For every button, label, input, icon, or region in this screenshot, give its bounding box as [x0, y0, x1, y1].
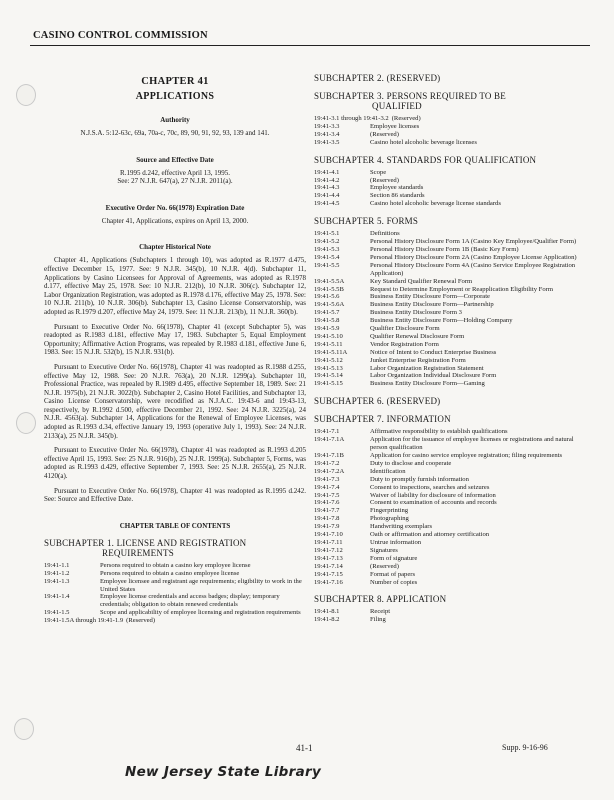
- toc-section-title: (Reserved): [370, 176, 399, 184]
- toc-entry[interactable]: [314, 452, 586, 460]
- toc-section-title: Receipt: [370, 608, 391, 616]
- toc-list: [314, 169, 586, 209]
- toc-section-number: 19:41-4.3: [314, 184, 340, 192]
- toc-section-title: Format of papers: [370, 570, 416, 578]
- toc-entry[interactable]: [314, 200, 586, 208]
- toc-entry[interactable]: [314, 301, 586, 309]
- toc-list: [314, 115, 586, 147]
- toc-section-title: (Reserved): [370, 130, 399, 138]
- toc-entry[interactable]: [314, 254, 586, 262]
- toc-section-number: 19:41-7.10: [314, 531, 343, 539]
- toc-section-number: 19:41-5.6A: [314, 301, 345, 309]
- toc-section-number: 19:41-7.9: [314, 523, 340, 531]
- toc-section-title: Application for casino service employee registration; filing requirements: [370, 452, 563, 459]
- library-stamp-text: New Jersey State Library: [125, 764, 322, 780]
- toc-entry[interactable]: [314, 436, 586, 452]
- toc-entry[interactable]: [314, 571, 586, 579]
- toc-entry[interactable]: [314, 380, 586, 388]
- toc-section-number: 19:41-1.1: [44, 561, 70, 569]
- toc-entry[interactable]: [314, 563, 586, 571]
- subchapter-heading: [314, 216, 586, 226]
- toc-entry[interactable]: [314, 325, 586, 333]
- toc-section-title: Untrue information: [370, 538, 422, 546]
- toc-entry[interactable]: [314, 293, 586, 301]
- toc-entry[interactable]: [314, 460, 586, 468]
- toc-section-title: Personal History Disclosure Form 1B (Basic Key Form): [370, 245, 519, 253]
- toc-section-title: (Reserved): [370, 562, 399, 570]
- toc-section-title: Persons required to obtain a casino employee license: [100, 569, 240, 577]
- toc-entry[interactable]: [44, 617, 306, 625]
- toc-entry[interactable]: [314, 278, 586, 286]
- source-heading: Source and Effective Date: [136, 155, 214, 164]
- toc-section-number: 19:41-7.5: [314, 491, 340, 499]
- toc-section-title: (Reserved): [126, 617, 156, 625]
- toc-section-number: 19:41-4.1: [314, 168, 340, 176]
- toc-section-number: 19:41-5.2: [314, 238, 340, 246]
- toc-section-number: 19:41-5.5B: [314, 285, 344, 293]
- toc-section-title: Personal History Disclosure Form 2A (Casino Employee License Application): [370, 253, 577, 261]
- toc-entry[interactable]: [314, 192, 586, 200]
- subchapter-heading: [314, 594, 586, 604]
- toc-section-title: Fingerprinting: [370, 507, 409, 515]
- supplement-date: Supp. 9-16-96: [502, 743, 548, 752]
- toc-section-number: 19:41-5.15: [314, 380, 343, 388]
- toc-section-number: 19:41-7.13: [314, 554, 343, 562]
- toc-entry[interactable]: [314, 608, 586, 616]
- toc-entry[interactable]: [314, 177, 586, 185]
- toc-entry[interactable]: [314, 476, 586, 484]
- toc-section-title: Key Standard Qualifier Renewal Form: [370, 277, 473, 285]
- toc-entry[interactable]: [314, 123, 586, 131]
- toc-entry[interactable]: [314, 616, 586, 624]
- toc-entry[interactable]: [44, 593, 306, 609]
- toc-entry[interactable]: [314, 515, 586, 523]
- page-number: 41-1: [296, 743, 313, 753]
- library-stamp: [125, 763, 322, 781]
- history-paragraph: Chapter 41, Applications (Subchapters 1 through 10), was adopted as R.1977 d.475, effective December 15, 1977. See: 9 N.J.R. 345(b), 10 N.J.R. 4(d). Subchapter 11, Applications by Casino Licensees for Approval of Agreements, was adopted as R.1978 d.177, effective May 25, 1978. See: 10 N.J.R. 212(b), 10 N.J.R. 306(c). Subchapter 12, Labor Organization Registration, was adopted as R.1978 d.176, effective May 25, 1978. See: 10 N.J.R. 211(b), 10 N.J.R. 306(b). Subchapter 13, Casino License Conservatorship, was adopted as R.1979 d.207, effective May 24, 1979. See: 11 N.J.R. 213(b), 11 N.J.R. 360(b).: [44, 256, 306, 316]
- toc-section-number: 19:41-4.5: [314, 200, 340, 208]
- punch-hole-bottom: [14, 718, 34, 740]
- toc-section-number: 19:41-7.1B: [314, 452, 344, 459]
- toc-entry[interactable]: [314, 484, 586, 492]
- toc-section-title: Scope and applicability of employee licensing and registration requirements: [100, 609, 301, 617]
- subchapter-heading-text: SUBCHAPTER 3. PERSONS REQUIRED TO BE: [314, 91, 506, 101]
- toc-section-title: Junket Enterprise Registration Form: [370, 356, 466, 364]
- subchapter-heading-text: SUBCHAPTER 4. STANDARDS FOR QUALIFICATION: [314, 154, 537, 165]
- toc-entry[interactable]: [314, 317, 586, 325]
- source-text-2: See: 27 N.J.R. 647(a), 27 N.J.R. 2011(a).: [117, 177, 233, 186]
- toc-entry[interactable]: [314, 499, 586, 507]
- toc-entry[interactable]: [314, 523, 586, 531]
- punch-hole-top: [16, 84, 36, 106]
- toc-section-title: Definitions: [370, 230, 400, 238]
- toc-section-number: 19:41-7.3: [314, 475, 340, 483]
- toc-section-title: Filing: [370, 616, 386, 624]
- toc-section-title: Casino hotel alcoholic beverage license standards: [370, 200, 501, 208]
- subchapter-heading: [44, 538, 306, 558]
- toc-entry[interactable]: [314, 115, 586, 123]
- toc-section-number: 19:41-5.7: [314, 309, 340, 317]
- history-heading: Chapter Historical Note: [139, 243, 211, 252]
- toc-section-title: Employee license credentials and access badges; display; temporary credentials; obligation to obtain renewed credentials: [100, 593, 280, 609]
- toc-section-number: 19:41-5.5A: [314, 277, 345, 285]
- toc-entry[interactable]: [314, 539, 586, 547]
- toc-section-title: Duty to disclose and cooperate: [370, 459, 452, 467]
- punch-hole-middle: [16, 412, 36, 434]
- toc-entry[interactable]: [314, 555, 586, 563]
- toc-entry[interactable]: [314, 238, 586, 246]
- toc-section-number: 19:41-1.5A through 19:41-1.9: [44, 617, 124, 625]
- toc-section-title: Personal History Disclosure Form 4A (Casino Service Employee Registration Application): [370, 261, 576, 277]
- toc-section-title: Persons required to obtain a casino key employee license: [100, 561, 251, 569]
- toc-section-number: 19:41-7.12: [314, 546, 343, 554]
- toc-section-number: 19:41-1.2: [44, 569, 70, 577]
- toc-entry[interactable]: [44, 562, 306, 570]
- subchapter-heading-text: SUBCHAPTER 8. APPLICATION: [314, 594, 447, 605]
- toc-section-number: 19:41-5.11: [314, 340, 343, 348]
- toc-entry[interactable]: [314, 492, 586, 500]
- toc-section-title: Handwriting exemplars: [370, 523, 433, 531]
- toc-entry[interactable]: [314, 262, 586, 278]
- toc-section-number: 19:41-8.2: [314, 616, 340, 624]
- toc-section-number: 19:41-5.1: [314, 230, 340, 238]
- subchapter-heading: [314, 73, 586, 83]
- subchapter-heading-text: SUBCHAPTER 7. INFORMATION: [314, 414, 451, 425]
- subchapter-heading: [314, 91, 586, 111]
- toc-section-title: Qualifier Disclosure Form: [370, 325, 440, 333]
- toc-section-title: Personal History Disclosure Form 1A (Casino Key Employee/Qualifier Form): [370, 238, 577, 246]
- header-rule: [30, 45, 590, 46]
- running-header: CASINO CONTROL COMMISSION: [33, 30, 208, 41]
- expiration-text: Chapter 41, Applications, expires on April 13, 2000.: [101, 216, 249, 225]
- toc-left: [44, 538, 306, 625]
- toc-section-number: 19:41-7.1: [314, 428, 340, 436]
- toc-section-number: 19:41-7.2A: [314, 467, 345, 475]
- toc-section-number: 19:41-7.15: [314, 570, 343, 578]
- toc-entry[interactable]: [314, 230, 586, 238]
- toc-section-title: Employee standards: [370, 184, 424, 192]
- subchapter-heading-text: SUBCHAPTER 5. FORMS: [314, 216, 419, 227]
- toc-section-number: 19:41-7.16: [314, 578, 343, 586]
- toc-entry[interactable]: [314, 246, 586, 254]
- toc-entry[interactable]: [314, 468, 586, 476]
- toc-section-number: 19:41-7.4: [314, 483, 340, 491]
- toc-heading: CHAPTER TABLE OF CONTENTS: [119, 521, 231, 530]
- toc-section-number: 19:41-5.3: [314, 245, 340, 253]
- toc-section-title: Section 86 standards: [370, 192, 425, 200]
- toc-section-number: 19:41-1.3: [44, 577, 70, 585]
- toc-section-title: Application for the issuance of employee licenses or registrations and natural person qualification: [370, 436, 574, 452]
- toc-section-number: 19:41-3.5: [314, 138, 340, 146]
- toc-entry[interactable]: [314, 507, 586, 515]
- subchapter-heading: [314, 396, 586, 406]
- subchapter-heading: [314, 414, 586, 424]
- toc-section-number: 19:41-5.12: [314, 356, 343, 364]
- toc-section-title: Notice of Intent to Conduct Enterprise Business: [370, 348, 497, 356]
- toc-entry[interactable]: [314, 579, 586, 587]
- toc-section-title: Employee licensee and registrant age requirements; eligibility to work in the United States: [100, 577, 302, 593]
- toc-entry[interactable]: [314, 184, 586, 192]
- toc-section-title: Signatures: [370, 546, 398, 554]
- toc-entry[interactable]: [314, 357, 586, 365]
- chapter-title: CHAPTER 41: [141, 76, 209, 87]
- toc-section-title: Affirmative responsibility to establish qualifications: [370, 428, 508, 436]
- toc-entry[interactable]: [314, 341, 586, 349]
- toc-section-title: Business Entity Disclosure Form—Corporate: [370, 293, 490, 301]
- history-paragraph: Pursuant to Executive Order No. 66(1978), Chapter 41 (except Subchapter 5), was readopted as R.1983 d.181, effective May 17, 1983. Subchapter 5, Equal Employment Opportunity; Affirmative Action Programs, was repealed by R.1983 d.181, effective June 6, 1983. See: 15 N.J.R. 532(b), 15 N.J.R. 931(b).: [44, 322, 306, 357]
- toc-section-number: 19:41-4.2: [314, 176, 340, 184]
- toc-section-title: Casino hotel alcoholic beverage licenses: [370, 138, 477, 146]
- toc-entry[interactable]: [314, 365, 586, 373]
- authority-heading: Authority: [160, 116, 190, 124]
- toc-section-title: Labor Organization Individual Disclosure Form: [370, 372, 497, 380]
- toc-section-title: Business Entity Disclosure Form—Holding Company: [370, 317, 513, 325]
- toc-section-number: 19:41-5.10: [314, 332, 343, 340]
- subchapter-heading: [314, 155, 586, 165]
- toc-section-title: (Reserved): [391, 115, 421, 122]
- toc-entry[interactable]: [314, 428, 586, 436]
- subchapter-heading-cont: QUALIFIED: [372, 101, 422, 111]
- toc-section-number: 19:41-5.8: [314, 317, 340, 325]
- history-paragraph: Pursuant to Executive Order No. 66(1978), Chapter 41 was readopted as R.1988 d.255, effective May 12, 1988. See: 20 N.J.R. 763(a), 20 N.J.R. 1299(a). Subchapter 10, Professional Practice, was repealed by R.1989 d.495, effective September 18, 1989. See: 21 N.J.R. 1975(b), 21 N.J.R. 3022(b). Subchapter 2, Casino Hotel Facilities, and Subchapter 13, Casino License Conservatorship, were recodified as N.J.A.C. 19:43-6 and 19:43-13, respectively, by R.1992 d.500, effective December 21, 1992. See: 24 N.J.R. 3225(a), 24 N.J.R. 4563(a). Subchapter 14, Applications for the Renewal of Employee Licenses, was adopted as R.1993 d.34, effective January 19, 1993 (operative July 1, 1993). See: 24 N.J.R. 2133(a), 25 N.J.R. 345(b).: [44, 362, 306, 440]
- toc-section-title: Consent to examination of accounts and records: [370, 499, 497, 507]
- toc-section-number: 19:41-3.1 through 19:41-3.2: [314, 115, 389, 122]
- toc-entry[interactable]: [314, 333, 586, 341]
- toc-section-title: Consent to inspections, searches and seizures: [370, 483, 490, 491]
- toc-section-number: 19:41-5.11A: [314, 348, 348, 356]
- toc-section-title: Employee licenses: [370, 122, 420, 130]
- toc-entry[interactable]: [314, 131, 586, 139]
- left-column: [44, 76, 306, 633]
- authority-text: N.J.S.A. 5:12-63c, 69a, 70a-c, 70c, 89, 90, 91, 92, 93, 139 and 141.: [80, 129, 270, 137]
- toc-section-number: 19:41-5.9: [314, 325, 340, 333]
- toc-section-title: Number of copies: [370, 578, 418, 586]
- toc-entry[interactable]: [44, 578, 306, 594]
- toc-section-number: 19:41-7.8: [314, 515, 340, 523]
- toc-entry[interactable]: [314, 169, 586, 177]
- toc-entry[interactable]: [314, 531, 586, 539]
- toc-section-title: Request to Determine Employment or Reapplication Eligibility Form: [370, 285, 553, 293]
- toc-section-title: Business Entity Disclosure Form—Partnership: [370, 301, 494, 309]
- history-paragraph: Pursuant to Executive Order No. 66(1978), Chapter 41 was readopted as R.1995 d.242. See: Source and Effective Date.: [44, 486, 306, 504]
- history-paragraph: Pursuant to Executive Order No. 66(1978), Chapter 41 was readopted as R.1993 d.205 effective April 15, 1993. See: 25 N.J.R. 916(b), 25 N.J.R. 1999(a). Subchapter 5, Forms, was adopted as R.1993 d.429, effective September 7, 1993. See: 25 N.J.R. 2655(a), 25 N.J.R. 4120(a).: [44, 446, 306, 481]
- toc-section-title: Photographing: [370, 515, 409, 523]
- subchapter-heading-text: SUBCHAPTER 1. LICENSE AND REGISTRATION: [44, 537, 247, 548]
- toc-section-number: 19:41-7.7: [314, 507, 340, 515]
- toc-section-title: Form of signature: [370, 554, 418, 562]
- toc-section-title: Duty to promptly furnish information: [370, 475, 469, 483]
- toc-entry[interactable]: [44, 609, 306, 617]
- toc-section-title: Waiver of liability for disclosure of information: [370, 491, 496, 499]
- toc-entry[interactable]: [314, 139, 586, 147]
- toc-section-number: 19:41-7.2: [314, 459, 340, 467]
- toc-entry[interactable]: [314, 309, 586, 317]
- chapter-subtitle: APPLICATIONS: [135, 91, 215, 102]
- toc-list: [314, 428, 586, 586]
- toc-section-number: 19:41-5.6: [314, 293, 340, 301]
- expiration-heading: Executive Order No. 66(1978) Expiration Date: [105, 203, 245, 212]
- toc-section-number: 19:41-1.5: [44, 609, 70, 617]
- toc-section-number: 19:41-7.1A: [314, 436, 345, 444]
- toc-section-title: Scope: [370, 168, 387, 176]
- toc-list: [44, 562, 306, 625]
- subchapter-heading-text: SUBCHAPTER 2. (RESERVED): [314, 73, 441, 83]
- toc-section-number: 19:41-5.13: [314, 364, 343, 372]
- toc-section-number: 19:41-3.3: [314, 122, 340, 130]
- toc-section-title: Oath or affirmation and attorney certification: [370, 531, 490, 539]
- subchapter-heading-text: SUBCHAPTER 6. (RESERVED): [314, 396, 441, 407]
- toc-entry[interactable]: [314, 286, 586, 294]
- toc-section-title: Qualifier Renewal Disclosure Form: [370, 332, 465, 340]
- toc-section-number: 19:41-7.14: [314, 562, 343, 570]
- toc-list: [314, 230, 586, 388]
- toc-entry[interactable]: [314, 349, 586, 357]
- toc-section-number: 19:41-3.4: [314, 130, 340, 138]
- toc-section-title: Identification: [370, 467, 406, 475]
- toc-list: [314, 608, 586, 624]
- toc-section-number: 19:41-7.11: [314, 538, 343, 546]
- toc-section-number: 19:41-5.5: [314, 261, 340, 269]
- toc-section-number: 19:41-5.4: [314, 253, 340, 261]
- toc-section-number: 19:41-1.4: [44, 593, 70, 601]
- source-text-1: R.1995 d.242, effective April 13, 1995.: [120, 168, 230, 177]
- toc-section-title: Vendor Registration Form: [370, 340, 439, 348]
- toc-section-title: Business Entity Disclosure Form 3: [370, 309, 462, 317]
- subchapter-heading-cont: REQUIREMENTS: [102, 547, 174, 558]
- toc-right: [314, 73, 586, 632]
- toc-entry[interactable]: [314, 547, 586, 555]
- toc-entry[interactable]: [44, 570, 306, 578]
- toc-section-title: Labor Organization Registration Statement: [370, 364, 484, 372]
- toc-section-number: 19:41-8.1: [314, 608, 340, 616]
- toc-section-number: 19:41-7.6: [314, 499, 340, 507]
- toc-section-title: Business Entity Disclosure Form—Gaming: [370, 380, 485, 388]
- toc-section-number: 19:41-4.4: [314, 192, 340, 200]
- toc-section-number: 19:41-5.14: [314, 372, 343, 380]
- toc-entry[interactable]: [314, 372, 586, 380]
